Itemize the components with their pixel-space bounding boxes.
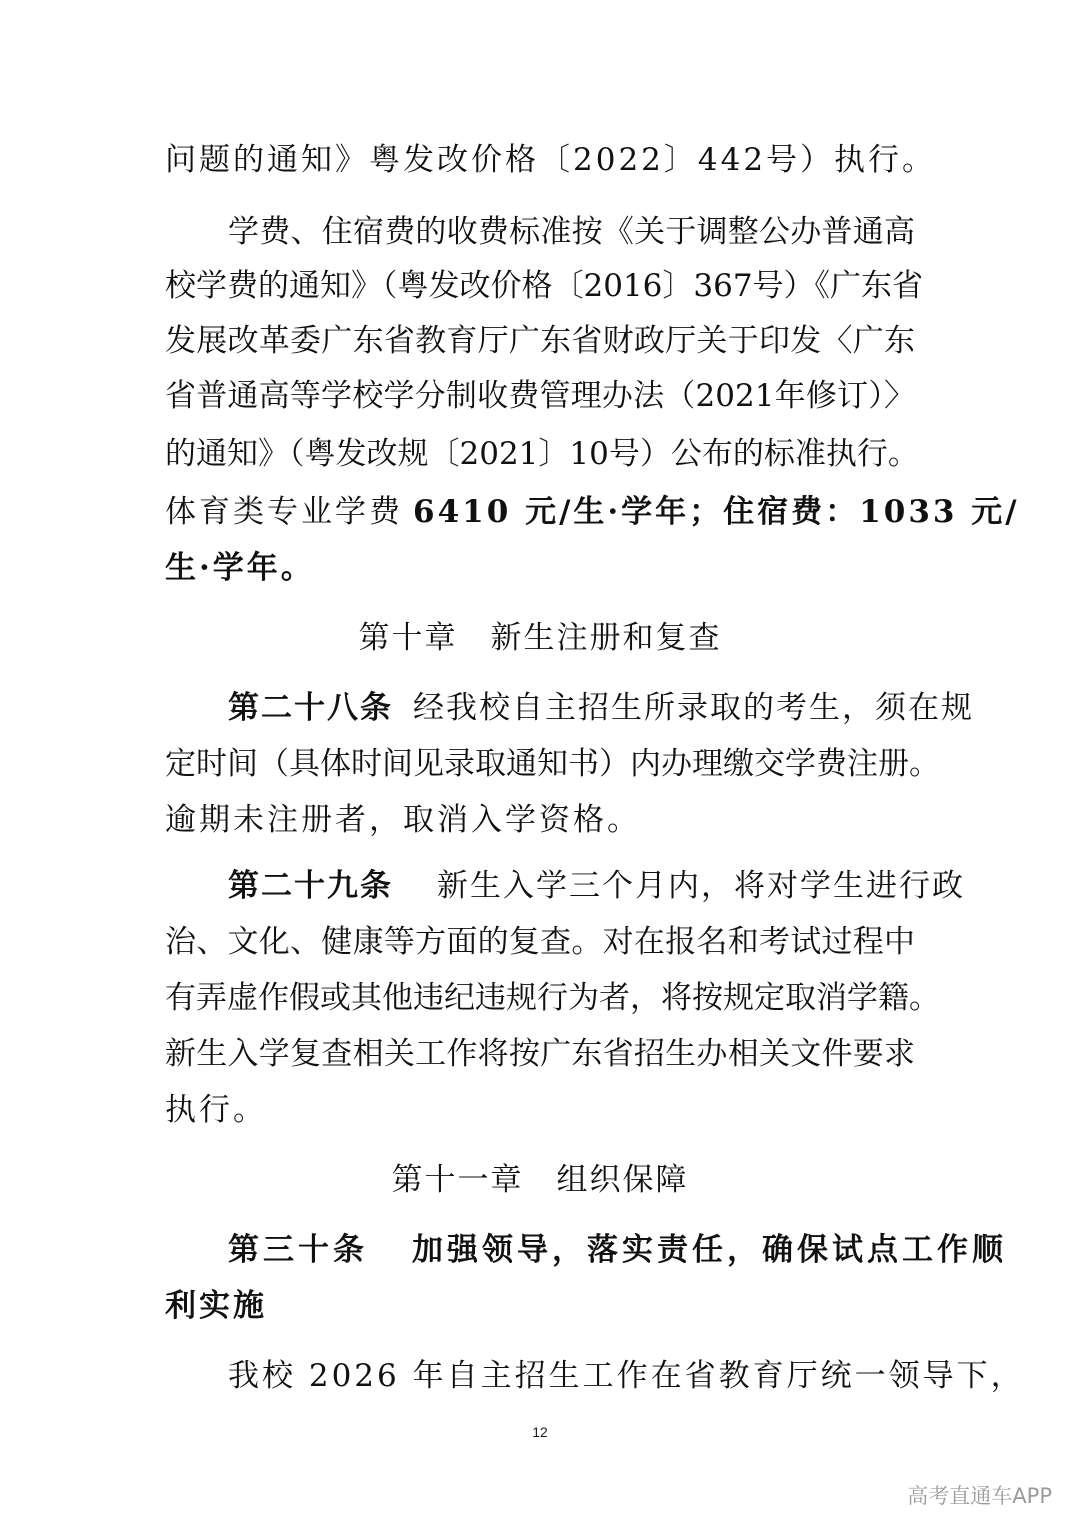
paragraph-line: 新生入学复查相关工作将按广东省招生办相关文件要求	[165, 1036, 915, 1072]
paragraph-line: 省普通高等学校学分制收费管理办法（2021年修订）〉	[165, 378, 915, 414]
article-title: 第二十八条	[228, 690, 393, 726]
paragraph-line: 我校 2026 年自主招生工作在省教育厅统一领导下，	[228, 1358, 1025, 1394]
paragraph-line: 执行。	[165, 1092, 267, 1128]
paragraph-line	[228, 212, 915, 252]
paragraph-line: 逾期未注册者，取消入学资格。	[165, 802, 641, 838]
fee-amount: 6410 元/生·学年；住宿费：1033 元/	[413, 494, 1020, 530]
chapter-heading: 第十一章 组织保障	[391, 1162, 689, 1198]
paragraph-line: 问题的通知》粤发改价格〔2022〕442号）执行。	[165, 142, 937, 178]
article-line	[228, 1230, 1007, 1270]
paragraph-line	[165, 492, 1020, 532]
article-line: 利实施	[165, 1288, 267, 1324]
paragraph-line: 有弄虚作假或其他违纪违规行为者，将按规定取消学籍。	[165, 980, 940, 1016]
paragraph-line: 生·学年。	[165, 550, 315, 586]
article-text: 经我校自主招生所录取的考生，须在规	[413, 690, 974, 726]
article-line	[228, 688, 974, 728]
article-text: 加强领导，落实责任，确保试点工作顺	[412, 1232, 1007, 1268]
paragraph-line: 发展改革委广东省教育厅广东省财政厅关于印发〈广东	[165, 323, 915, 359]
paragraph-line: 治、文化、健康等方面的复查。对在报名和考试过程中	[165, 924, 915, 960]
article-title: 第二十九条	[228, 868, 393, 904]
article-title: 第三十条	[228, 1232, 368, 1268]
paragraph-line: 定时间（具体时间见录取通知书）内办理缴交学费注册。	[165, 746, 940, 782]
page-number: 12	[532, 1424, 548, 1440]
fee-text: 体育类专业学费	[165, 494, 403, 530]
watermark: 高考直通车APP	[907, 1484, 1052, 1508]
paragraph-line: 的通知》（粤发改规〔2021〕10号）公布的标准执行。	[165, 436, 919, 472]
paragraph-line: 校学费的通知》（粤发改价格〔2016〕367号）《广东省	[165, 268, 924, 304]
chapter-heading: 第十章 新生注册和复查	[358, 620, 722, 656]
text: 学费、住宿费的收费标准按《关于调整公办普通高	[228, 214, 915, 250]
article-line	[228, 866, 965, 906]
article-text: 新生入学三个月内，将对学生进行政	[437, 868, 965, 904]
